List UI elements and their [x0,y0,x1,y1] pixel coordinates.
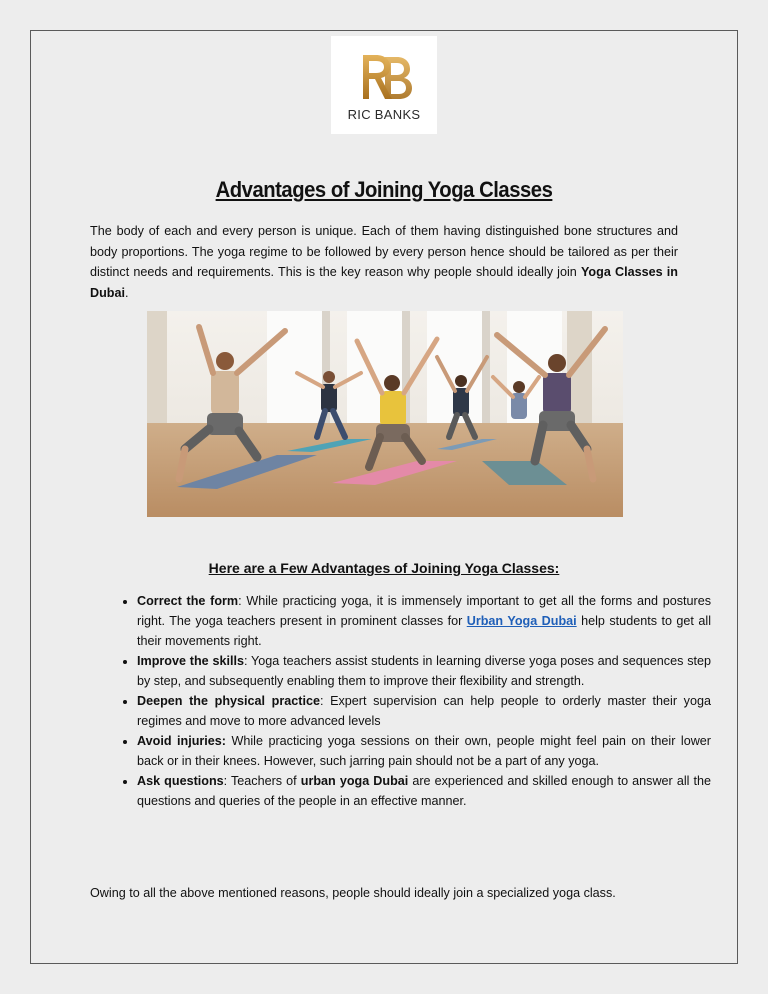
item-text: : Yoga teachers assist students in learning diverse yoga poses and sequences step by step, and subsequently enabling them to improve their flexibility and strength. [137,654,711,688]
item-heading: Improve the skills [137,654,244,668]
item-heading: Deepen the physical practice [137,694,320,708]
item-text-after: are experienced and skilled enough to answer all the questions and queries of the people in an effective manner. [137,774,712,808]
list-item [137,731,711,771]
item-text: : Teachers of [223,774,301,788]
closing-paragraph: Owing to all the above mentioned reasons, people should ideally join a specialized yoga class. [90,886,616,900]
rb-monogram-icon [349,49,419,105]
item-heading: Avoid injuries: [137,734,226,748]
intro-bold-keyword: Yoga Classes in Dubai [90,265,678,300]
document-page [30,30,738,964]
item-text: : While practicing yoga, it is immensely important to get all the forms and postures right. The yoga teachers present in prominent classes for [137,594,711,628]
item-heading: Ask questions [137,774,224,788]
list-item [137,691,711,731]
item-heading: Correct the form [137,594,239,608]
intro-end: . [124,285,129,300]
advantages-subheading: Here are a Few Advantages of Joining Yoga Classes: [208,560,560,576]
list-item [137,651,711,691]
advantages-list [105,591,711,811]
item-text: While practicing yoga sessions on their own, people might feel pain on their lower back or in their knees. However, such jarring pain should not be a part of any yoga. [137,734,712,768]
item-bold-keyword: urban yoga Dubai [300,774,409,788]
intro-text: The body of each and every person is unique. Each of them having distinguished bone structures and body proportions. The yoga regime to be followed by every person hence should be tailored as per their distinct needs and requirements. This is the key reason why people should ideally join [90,224,678,279]
item-text-after: help students to get all their movements right. [137,614,711,648]
list-item [137,591,711,651]
page-title: Advantages of Joining Yoga Classes [215,177,553,202]
logo-wordmark: RIC BANKS [347,106,421,122]
urban-yoga-dubai-link[interactable]: Urban Yoga Dubai [466,614,577,628]
ric-banks-logo [331,36,437,134]
list-item [137,771,711,811]
intro-paragraph [90,221,678,303]
yoga-class-photo [147,311,623,517]
item-text: : Expert supervision can help people to orderly master their yoga regimes and move to more advanced levels [137,694,711,728]
